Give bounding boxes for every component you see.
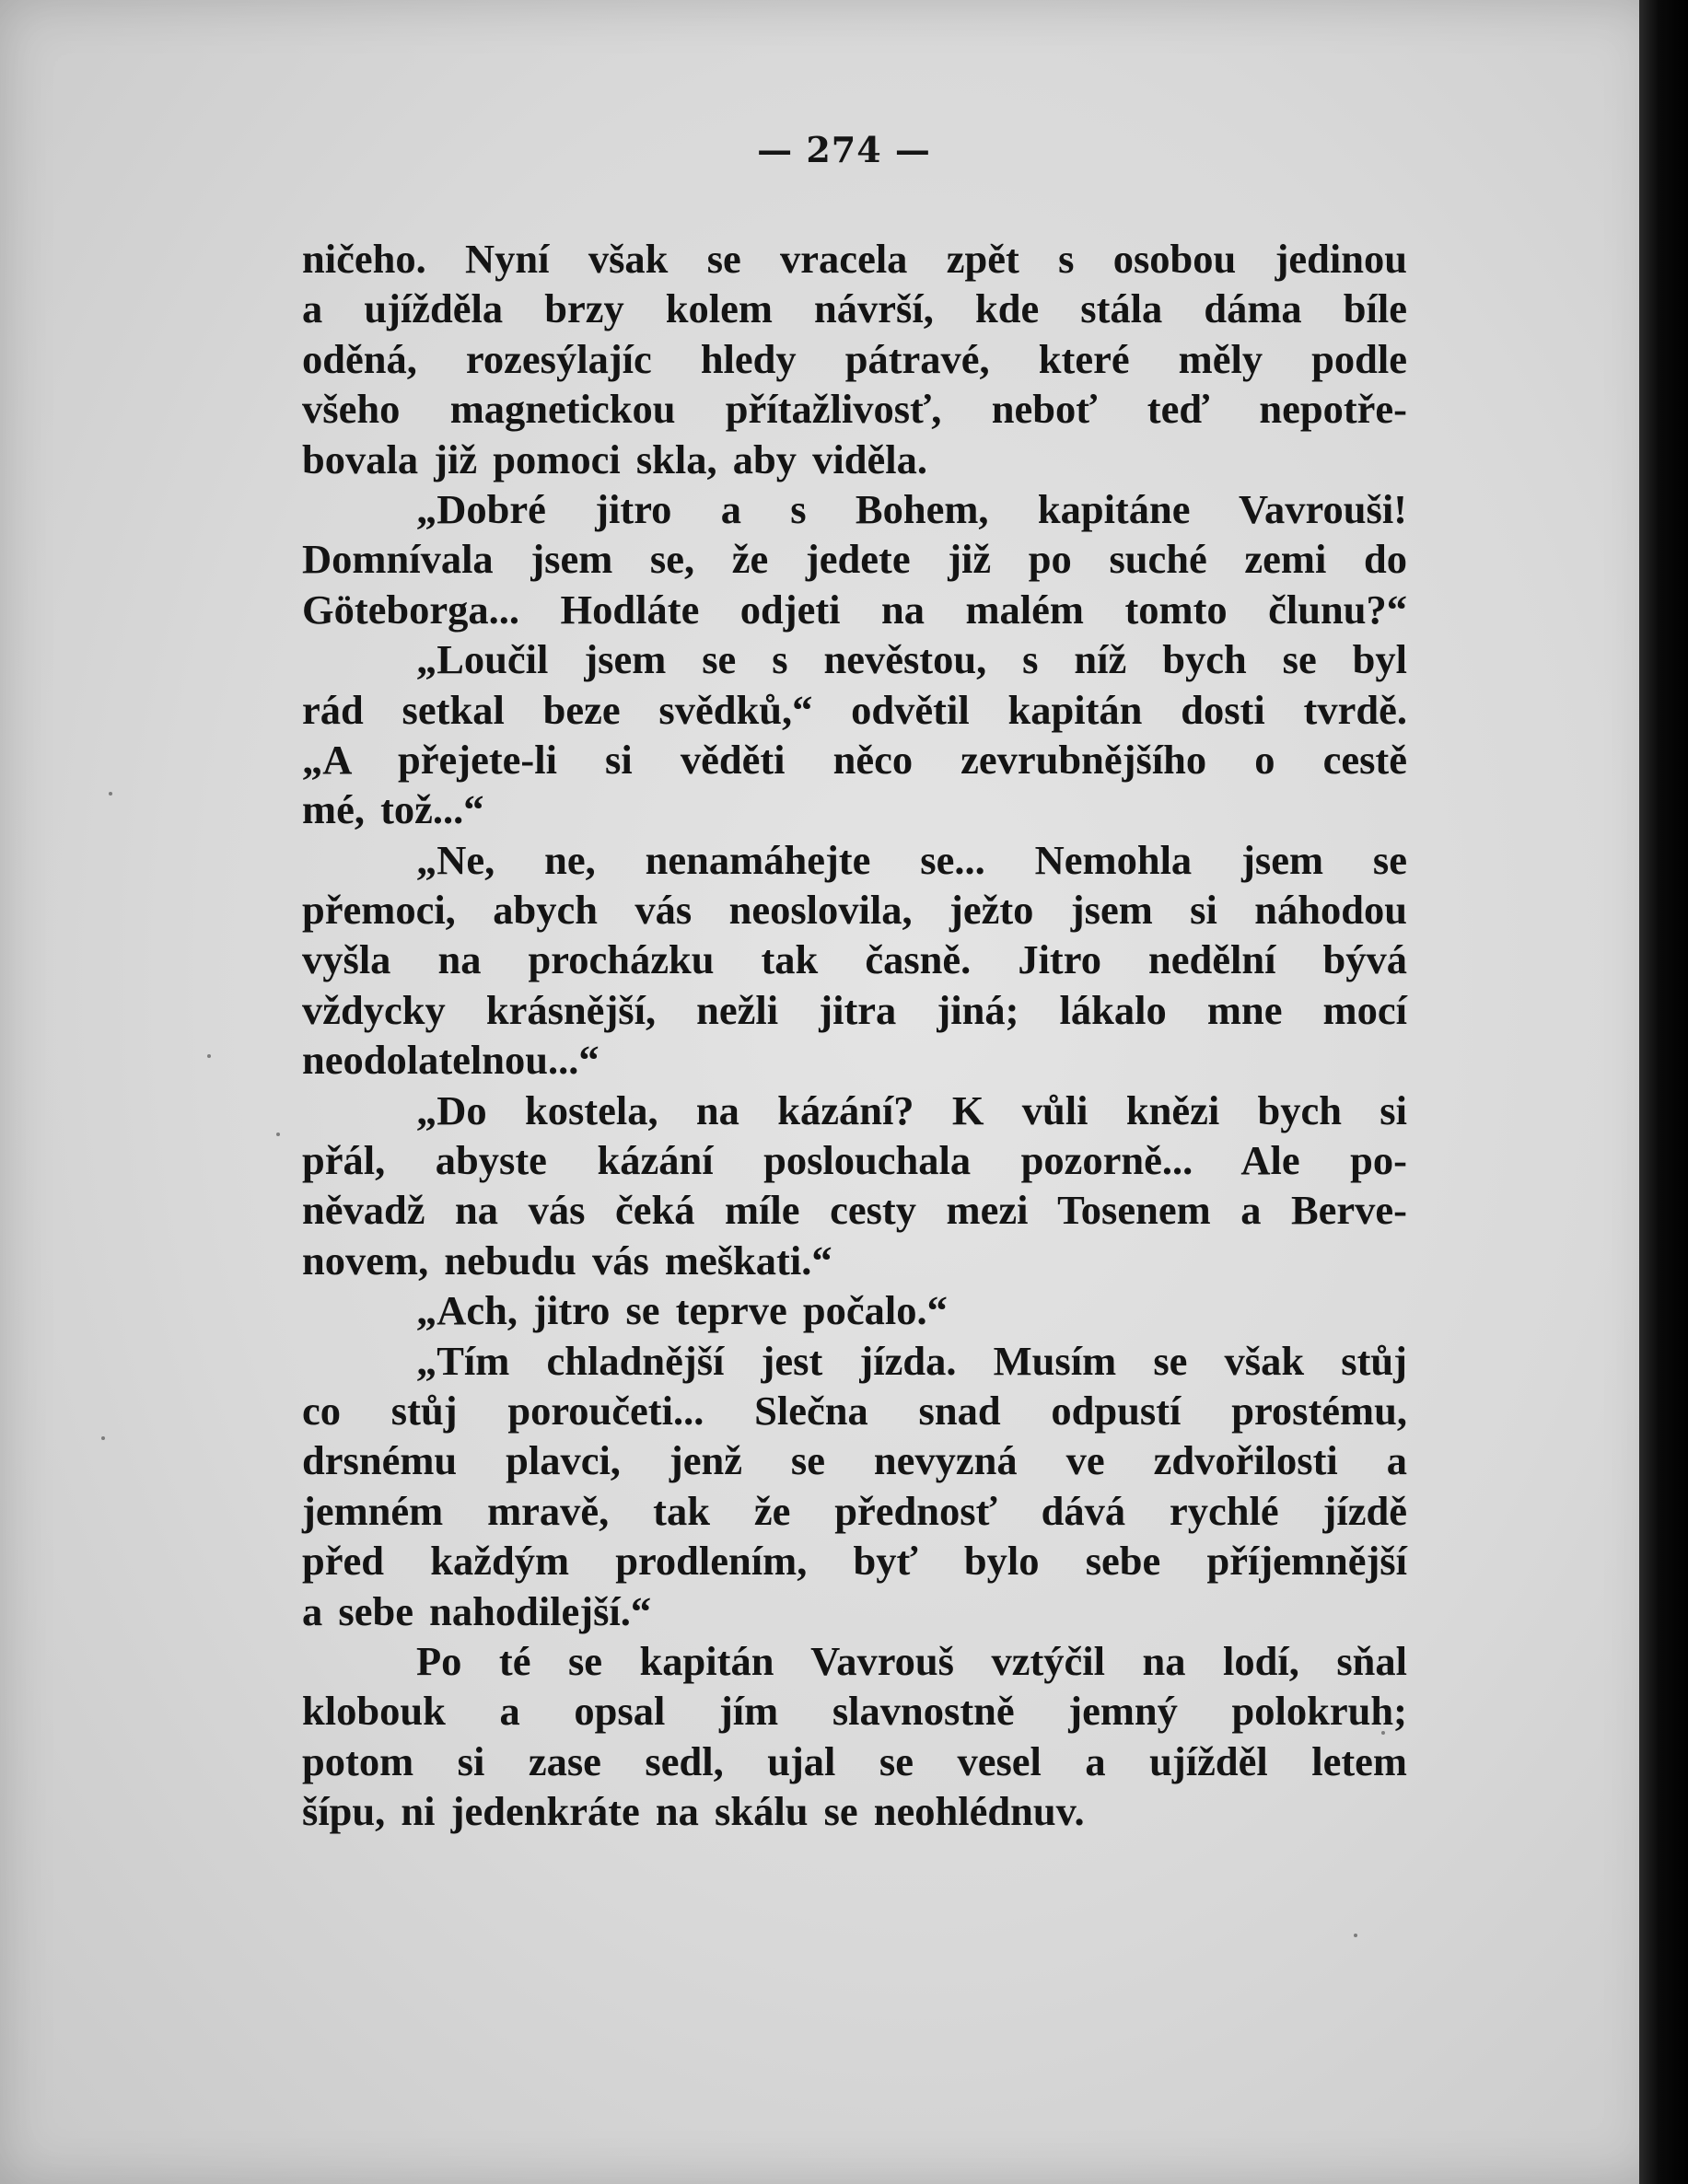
text-line: potom si zase sedl, ujal se vesel a ujížděl letem bbox=[302, 1737, 1407, 1784]
text-line: bovala již pomoci skla, aby viděla. bbox=[302, 436, 928, 482]
dust-speck bbox=[207, 1054, 211, 1058]
paragraph-1 bbox=[302, 234, 1407, 484]
text-line: novem, nebudu vás meškati.“ bbox=[302, 1237, 832, 1284]
dust-speck bbox=[1354, 1934, 1357, 1937]
paragraph-5 bbox=[302, 1086, 1407, 1286]
paragraph-8 bbox=[302, 1636, 1407, 1837]
text-line: „Dobré jitro a s Bohem, kapitáne Vavrouši! bbox=[416, 485, 1407, 532]
text-line: šípu, ni jedenkráte na skálu se neohlédnuv. bbox=[302, 1788, 1085, 1835]
text-line: Göteborga... Hodláte odjeti na malém tomto člunu?“ bbox=[302, 586, 1407, 633]
text-line: vždycky krásnější, nežli jitra jiná; lákalo mne mocí bbox=[302, 986, 1407, 1033]
text-line: neodolatelnou...“ bbox=[302, 1037, 600, 1084]
text-line: „Ach, jitro se teprve počalo.“ bbox=[416, 1287, 948, 1334]
text-line: oděná, rozesýlajíc hledy pátravé, které měly podle bbox=[302, 335, 1407, 382]
text-line: „Tím chladnější jest jízda. Musím se však stůj bbox=[416, 1337, 1407, 1384]
text-line: ničeho. Nyní však se vracela zpět s osobou jedinou bbox=[302, 236, 1407, 282]
text-line: něvadž na vás čeká míle cesty mezi Tosenem a Berve- bbox=[302, 1187, 1407, 1234]
text-line: „A přejete-li si věděti něco zevrubnějšího o cestě bbox=[302, 736, 1407, 783]
dust-speck bbox=[109, 792, 112, 796]
text-line: přemoci, abych vás neoslovila, ježto jsem si náhodou bbox=[302, 887, 1407, 934]
text-line: klobouk a opsal jím slavnostně jemný polokruh; bbox=[302, 1688, 1407, 1735]
text-line: rád setkal beze svědků,“ odvětil kapitán dosti tvrdě. bbox=[302, 686, 1407, 733]
paragraph-3 bbox=[302, 634, 1407, 835]
dust-speck bbox=[101, 1436, 105, 1440]
page-number: — 274 — bbox=[757, 129, 931, 170]
text-line: Po té se kapitán Vavrouš vztýčil na lodí, sňal bbox=[416, 1637, 1407, 1684]
text-line: a sebe nahodilejší.“ bbox=[302, 1587, 652, 1634]
text-line: mé, tož...“ bbox=[302, 786, 484, 833]
text-line: Domnívala jsem se, že jedete již po suché zemi do bbox=[302, 536, 1407, 583]
text-line: vyšla na procházku tak časně. Jitro nedělní bývá bbox=[302, 936, 1407, 983]
text-line: co stůj poroučeti... Slečna snad odpustí prostému, bbox=[302, 1387, 1407, 1434]
text-line: před každým prodlením, byť bylo sebe příjemnější bbox=[302, 1538, 1407, 1585]
body-text bbox=[302, 234, 1407, 1837]
paragraph-6 bbox=[302, 1285, 1407, 1335]
text-line: všeho magnetickou přítažlivosť, neboť teď nepotře- bbox=[302, 386, 1407, 433]
text-line: drsnému plavci, jenž se nevyzná ve zdvořilosti a bbox=[302, 1437, 1407, 1484]
text-line: a ujížděla brzy kolem návrší, kde stála dáma bíle bbox=[302, 285, 1407, 332]
text-line: „Ne, ne, nenamáhejte se... Nemohla jsem se bbox=[416, 836, 1407, 883]
dust-speck bbox=[276, 1133, 280, 1136]
paragraph-4 bbox=[302, 835, 1407, 1086]
text-line: „Loučil jsem se s nevěstou, s níž bych se byl bbox=[416, 636, 1407, 683]
text-line: přál, abyste kázání poslouchala pozorně... Ale po- bbox=[302, 1137, 1407, 1184]
book-spine-shadow bbox=[1639, 0, 1688, 2184]
paragraph-7 bbox=[302, 1336, 1407, 1636]
text-line: jemném mravě, tak že přednosť dává rychlé jízdě bbox=[302, 1487, 1407, 1534]
paragraph-2 bbox=[302, 484, 1407, 634]
text-line: „Do kostela, na kázání? K vůli knězi bych si bbox=[416, 1086, 1407, 1133]
